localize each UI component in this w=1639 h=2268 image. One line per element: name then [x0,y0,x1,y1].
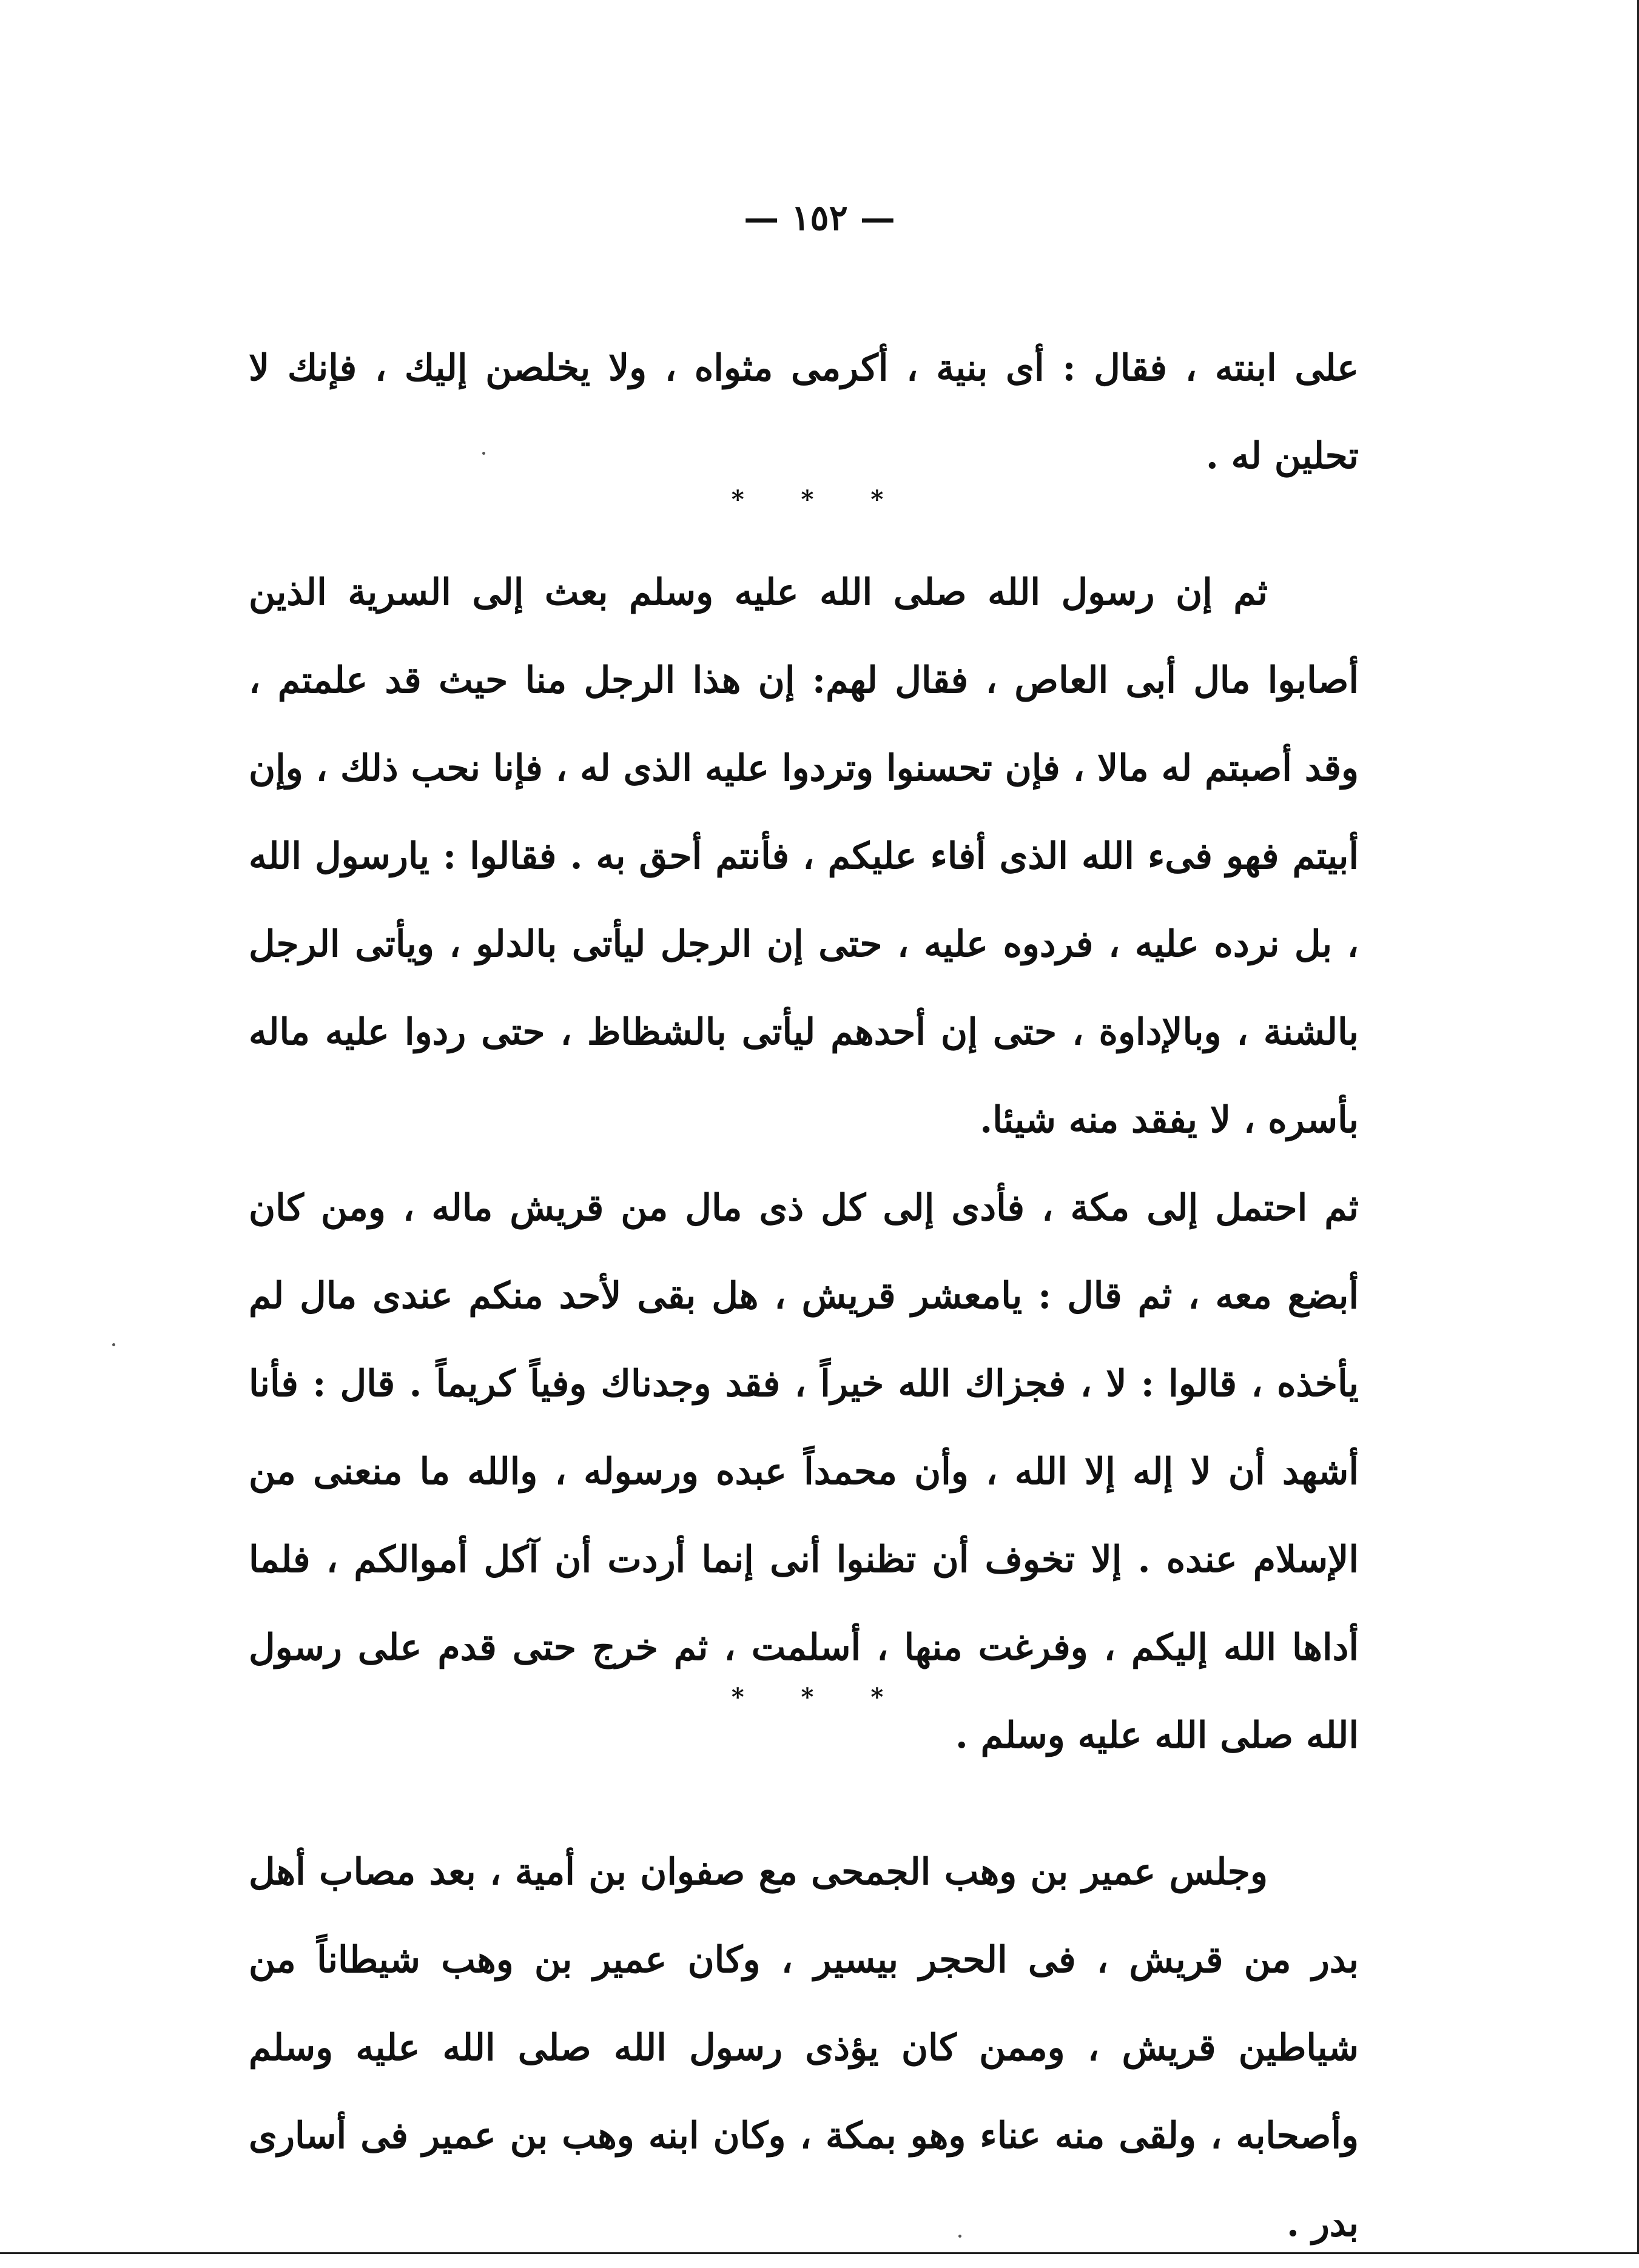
scan-speck [112,1343,115,1346]
text-block-2 [249,549,1359,1780]
paragraph-3: ثم احتمل إلى مكة ، فأدى إلى كل ذى مال من قريش ماله ، ومن كان أبضع معه ، ثم قال : يامعشر قريش ، هل بقى لأحد منكم عندى مال لم يأخذه ، قالوا : لا ، فجزاك الله خيراً ، فقد وجدناك وفياً كريماً . قال : فأنا أشهد أن لا إله إلا الله ، وأن محمداً عبده ورسوله ، والله ما منعنى من الإسلام عنده . إلا تخوف أن تظنوا أنى إنما أردت أن آكل أموالكم ، فلما أداها الله إليكم ، وفرغت منها ، أسلمت ، ثم خرج حتى قدم على رسول الله صلى الله عليه وسلم . [249,1187,1359,1757]
paragraph-1: على ابنته ، فقال : أى بنية ، أكرمى مثواه ، ولا يخلصن إليك ، فإنك لا تحلين له . [249,347,1359,477]
section-separator-2: * * * [731,1683,908,1711]
paragraph-4: وجلس عمير بن وهب الجمحى مع صفوان بن أمية ، بعد مصاب أهل بدر من قريش ، فى الحجر بيسير ، وكان عمير بن وهب شيطاناً من شياطين قريش ، وممن كان يؤذى رسول الله صلى الله عليه وسلم وأصحابه ، ولقى منه عناء وهو بمكة ، وكان ابنه وهب بن عمير فى أسارى بدر . [249,1851,1359,2245]
page-number: — ١٥٢ — [744,197,895,238]
section-separator-1: * * * [731,485,908,514]
scan-speck [958,2235,961,2238]
text-block-1 [249,324,1359,500]
paragraph-2: ثم إن رسول الله صلى الله عليه وسلم بعث إلى السرية الذين أصابوا مال أبى العاص ، فقال لهم: إن هذا الرجل منا حيث قد علمتم ، وقد أصبتم له مالا ، فإن تحسنوا وتردوا عليه الذى له ، فإنا نحب ذلك ، وإن أبيتم فهو فىء الله الذى أفاء عليكم ، فأنتم أحق به . فقالوا : يارسول الله ، بل نرده عليه ، فردوه عليه ، حتى إن الرجل ليأتى بالدلو ، ويأتى الرجل بالشنة ، وبالإداوة ، حتى إن أحدهم ليأتى بالشظاظ ، حتى ردوا عليه ماله بأسره ، لا يفقد منه شيئا. [249,571,1359,1141]
text-block-3 [249,1828,1359,2268]
scan-speck [482,452,485,455]
